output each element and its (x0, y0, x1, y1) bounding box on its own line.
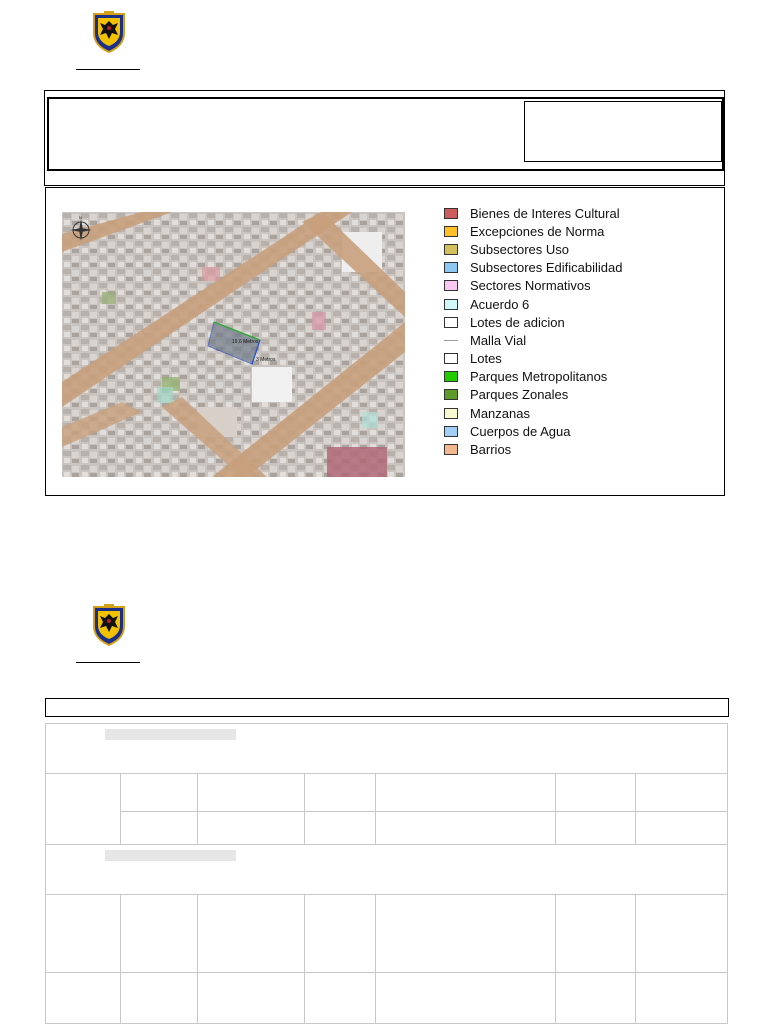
title-side-box (524, 101, 722, 162)
legend-label: Excepciones de Norma (470, 223, 605, 239)
legend-swatch (444, 371, 458, 382)
header-rule (76, 69, 140, 70)
legend-item (444, 295, 622, 313)
legend-item (444, 350, 622, 368)
legend-swatch (444, 262, 458, 273)
legend-swatch (444, 426, 458, 437)
section-heading-redacted (105, 850, 236, 861)
legend-label: Malla Vial (470, 332, 527, 348)
row-rule (45, 773, 728, 774)
site-map (62, 212, 405, 477)
legend-item (444, 277, 622, 295)
column-rule (555, 894, 556, 1024)
legend-label: Cuerpos de Agua (470, 423, 571, 439)
row-rule (45, 844, 728, 845)
legend-label: Bienes de Interes Cultural (470, 205, 620, 221)
column-rule (375, 894, 376, 1024)
legend-item (444, 259, 622, 277)
legend-label: Manzanas (470, 405, 530, 421)
legend-label: Lotes (470, 351, 502, 367)
legend-item (444, 386, 622, 404)
legend-swatch (444, 389, 458, 400)
column-rule (197, 773, 198, 845)
legend-item (444, 331, 622, 349)
section-title-bar (45, 698, 729, 717)
section-heading-redacted (105, 729, 236, 740)
legend-label: Acuerdo 6 (470, 296, 530, 312)
column-rule (304, 773, 305, 845)
column-rule (197, 894, 198, 1024)
legend-swatch (444, 244, 458, 255)
row-rule (120, 811, 728, 812)
column-rule (304, 894, 305, 1024)
legend-label: Barrios (470, 442, 512, 458)
row-rule (45, 972, 728, 973)
table-block-2 (45, 894, 728, 1024)
legend-swatch (444, 408, 458, 419)
legend-swatch (444, 317, 458, 328)
header-rule (76, 662, 140, 663)
legend-label: Lotes de adicion (470, 314, 565, 330)
legend-item (444, 222, 622, 240)
legend-item (444, 368, 622, 386)
bogota-coat-of-arms-icon (92, 11, 126, 53)
scale-label-width: 3 Metros (256, 357, 276, 363)
legend-item (444, 204, 622, 222)
legend-swatch (444, 280, 458, 291)
legend-swatch (444, 340, 458, 341)
legend-swatch (444, 444, 458, 455)
column-rule (375, 773, 376, 845)
legend-label: Subsectores Uso (470, 241, 569, 257)
row-rule (45, 894, 728, 895)
legend-label: Parques Zonales (470, 387, 569, 403)
column-rule (555, 773, 556, 845)
column-rule (635, 894, 636, 1024)
legend-item (444, 440, 622, 458)
legend-label: Subsectores Edificabilidad (470, 260, 623, 276)
table-block-1 (45, 773, 728, 845)
legend-swatch (444, 299, 458, 310)
scale-label-length: 19,6 Metros (232, 339, 259, 345)
column-rule (120, 773, 121, 845)
legend-item (444, 313, 622, 331)
legend-item (444, 422, 622, 440)
legend-swatch (444, 226, 458, 237)
north-label: N (79, 215, 82, 220)
map-legend (444, 204, 622, 459)
legend-swatch (444, 208, 458, 219)
legend-swatch (444, 353, 458, 364)
legend-item (444, 240, 622, 258)
legend-label: Sectores Normativos (470, 278, 591, 294)
bogota-coat-of-arms-icon (92, 604, 126, 646)
legend-label: Parques Metropolitanos (470, 369, 608, 385)
column-rule (120, 894, 121, 1024)
column-rule (635, 773, 636, 845)
legend-item (444, 404, 622, 422)
